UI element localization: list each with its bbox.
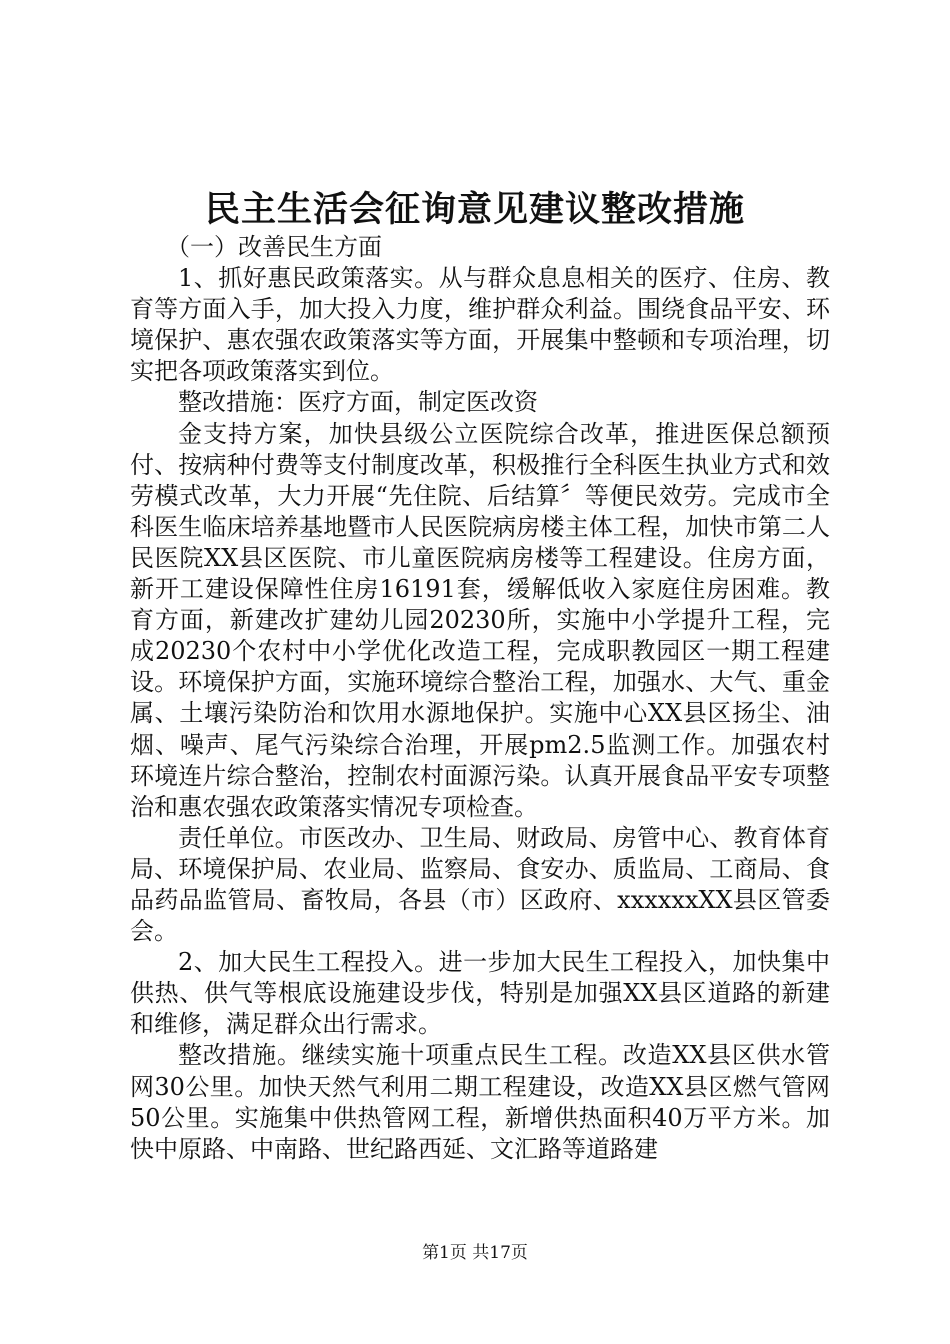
paragraph: 1、抓好惠民政策落实。从与群众息息相关的医疗、住房、教育等方面入手，加大投入力度，维护群众利益。围绕食品平安、环境保护、惠农强农政策落实等方面，开展集中整顿和专项治理，切实把各项政策落实到位。 [130,264,830,386]
page-footer: 第1页 共17页 [422,1243,528,1263]
paragraph: 整改措施：医疗方面，制定医改资 [178,388,538,417]
section-heading: （一）改善民生方面 [166,233,382,261]
paragraph: 整改措施。继续实施十项重点民生工程。改造XX县区供水管网30公里。加快天然气利用二期工程建设，改造XX县区燃气管网50公里。实施集中供热管网工程，新增供热面积40万平方米。加快中原路、中南路、世纪路西延、文汇路等道路建 [130,1041,830,1163]
document-title: 民主生活会征询意见建议整改措施 [204,189,745,230]
paragraph: 责任单位。市医改办、卫生局、财政局、房管中心、教育体育局、环境保护局、农业局、监察局、食安办、质监局、工商局、食品药品监管局、畜牧局，各县（市）区政府、xxxxxxXX县区管委会。 [130,823,830,946]
paragraph: 金支持方案，加快县级公立医院综合改革，推进医保总额预付、按病种付费等支付制度改革，积极推行全科医生执业方式和效劳模式改革，大力开展“先住院、后结算〞等便民效劳。完成市全科医生临床培养基地暨市人民医院病房楼主体工程，加快市第二人民医院XX县区医院、市儿童医院病房楼等工程建设。住房方面，新开工建设保障性住房16191套，缓解低收入家庭住房困难。教育方面，新建改扩建幼儿园20230所，实施中小学提升工程，完成20230个农村中小学优化改造工程，完成职教园区一期工程建设。环境保护方面，实施环境综合整治工程，加强水、大气、重金属、土壤污染防治和饮用水源地保护。实施中心XX县区扬尘、油烟、噪声、尾气污染综合治理，开展pm2.5监测工作。加强农村环境连片综合整治，控制农村面源污染。认真开展食品平安专项整治和惠农强农政策落实情况专项检查。 [130,419,830,821]
paragraph: 2、加大民生工程投入。进一步加大民生工程投入，加快集中供热、供气等根底设施建设步伐，特别是加强XX县区道路的新建和维修，满足群众出行需求。 [130,948,830,1039]
document-body [130,232,830,1165]
